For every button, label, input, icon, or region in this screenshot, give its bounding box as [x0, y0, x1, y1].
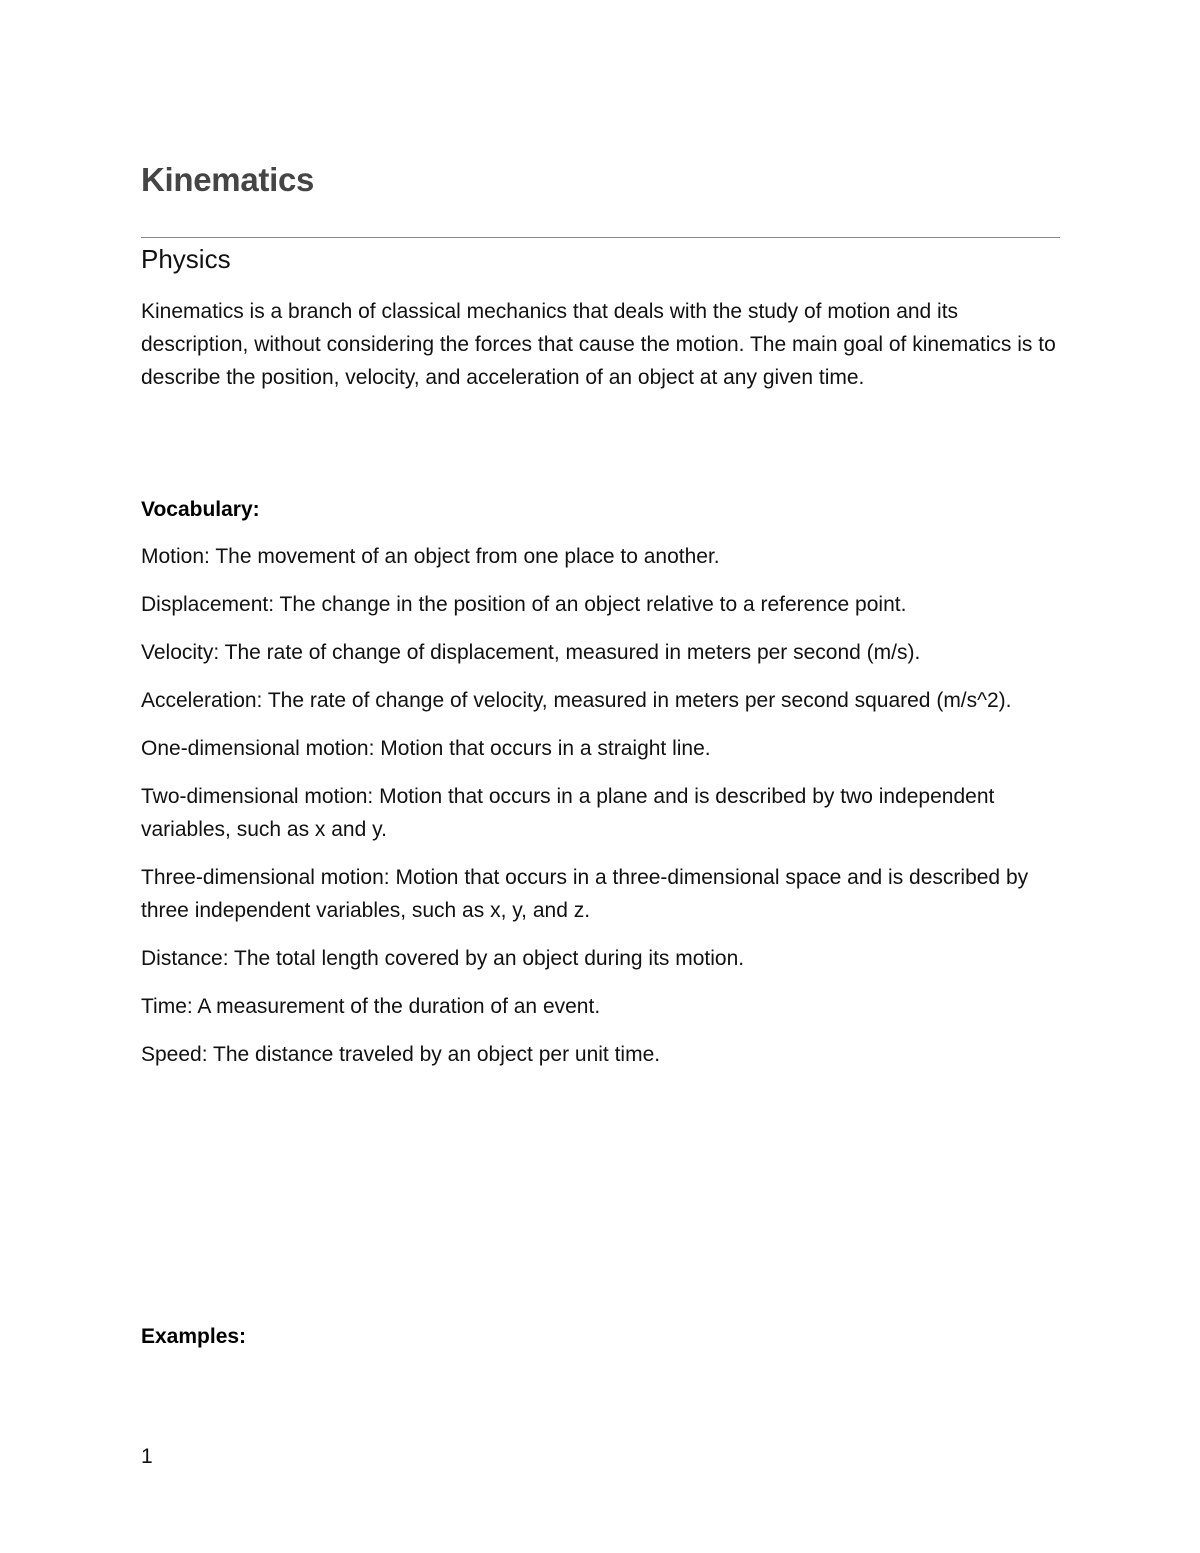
vocabulary-item-one-dimensional-motion: One-dimensional motion: Motion that occurs in a straight line.: [141, 737, 711, 760]
vocabulary-item-two-dimensional-motion: Two-dimensional motion: Motion that occurs in a plane and is described by two independent variables, such as x and y.: [141, 785, 995, 841]
vocabulary-heading: Vocabulary:: [141, 498, 260, 521]
vocabulary-item-three-dimensional-motion: Three-dimensional motion: Motion that occurs in a three-dimensional space and is described by three independent variables, such as x, y, and z.: [141, 866, 1029, 922]
intro-paragraph: Kinematics is a branch of classical mechanics that deals with the study of motion and its description, without considering the forces that cause the motion. The main goal of kinematics is to describe the position, velocity, and acceleration of an object at any given time.: [141, 300, 1056, 389]
vocabulary-item-displacement: Displacement: The change in the position of an object relative to a reference point.: [141, 593, 907, 616]
vocabulary-item-speed: Speed: The distance traveled by an object per unit time.: [141, 1043, 661, 1066]
page-number: 1: [141, 1445, 153, 1468]
vocabulary-item-velocity: Velocity: The rate of change of displacement, measured in meters per second (m/s).: [141, 641, 921, 664]
vocabulary-list: [141, 540, 1071, 1086]
vocabulary-item-motion: Motion: The movement of an object from one place to another.: [141, 545, 720, 568]
page-title: Kinematics: [141, 161, 315, 198]
page-subtitle: Physics: [141, 244, 231, 274]
vocabulary-item-time: Time: A measurement of the duration of an event.: [141, 995, 601, 1018]
vocabulary-item-distance: Distance: The total length covered by an object during its motion.: [141, 947, 745, 970]
examples-heading: Examples:: [141, 1325, 247, 1348]
vocabulary-item-acceleration: Acceleration: The rate of change of velocity, measured in meters per second squared (m/s^2).: [141, 689, 1012, 712]
title-divider: [141, 237, 1060, 238]
